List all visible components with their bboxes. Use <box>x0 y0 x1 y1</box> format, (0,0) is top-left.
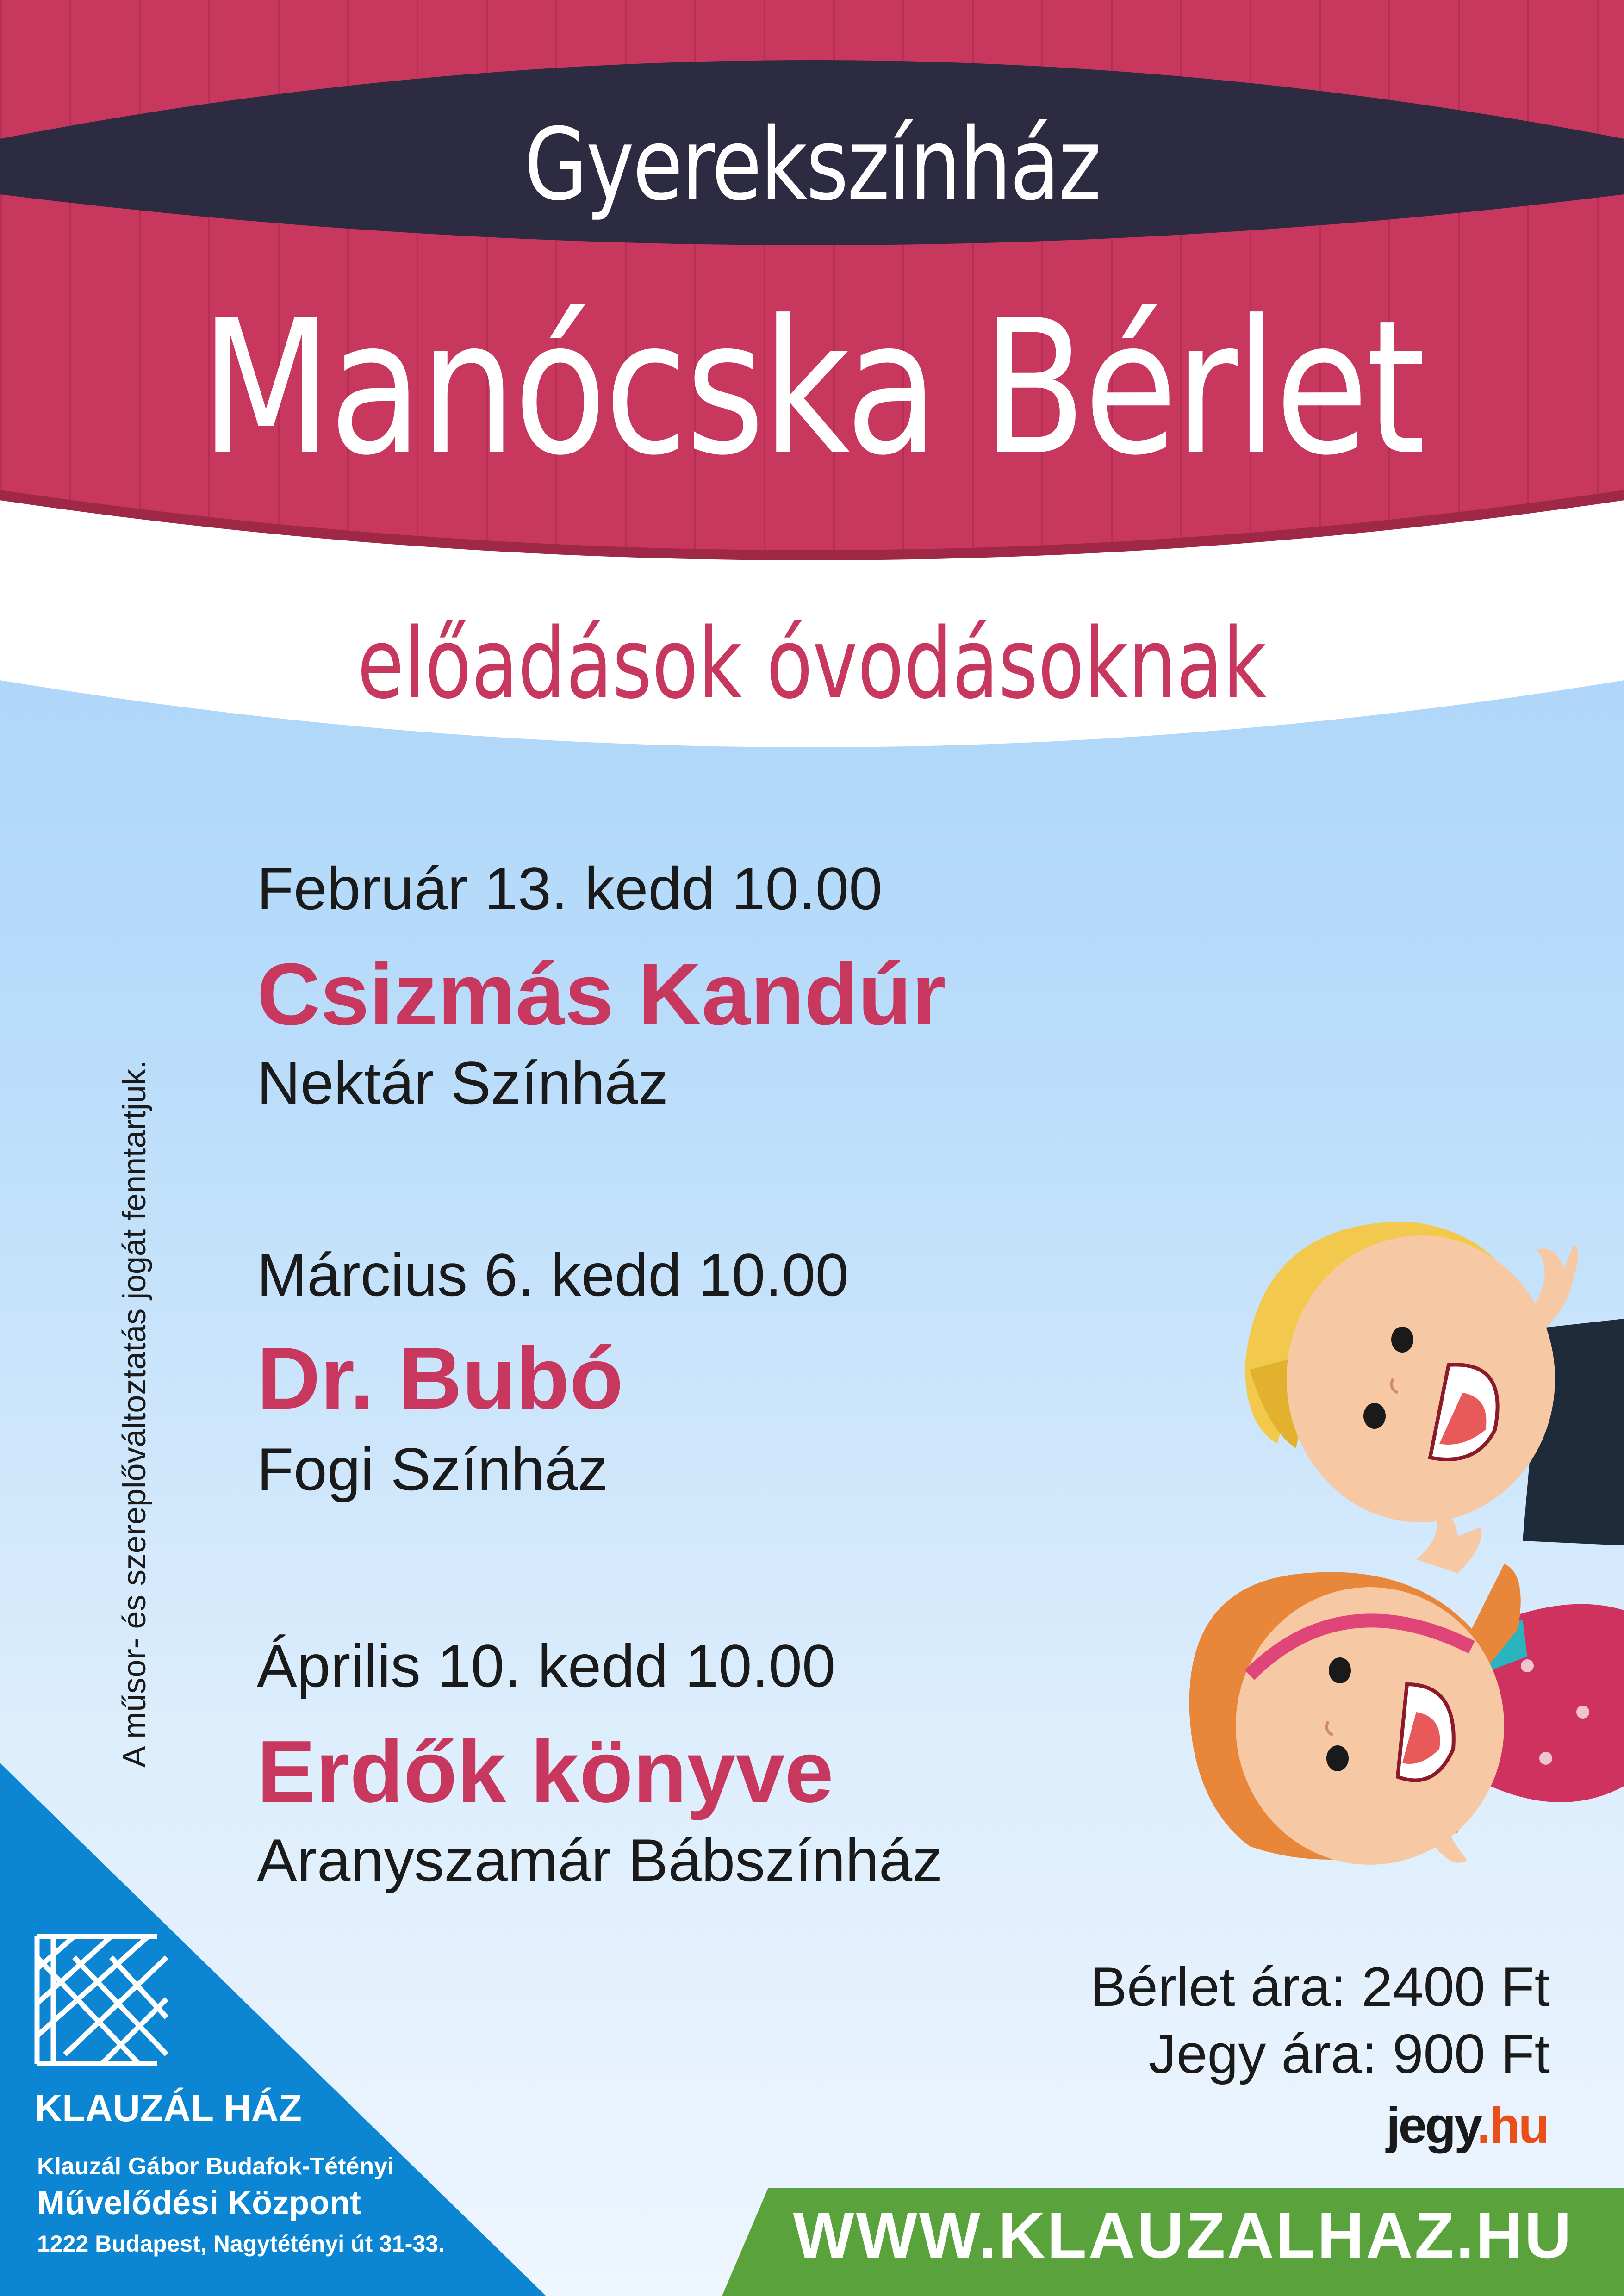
header-supertitle: Gyerekszínház <box>524 106 1100 223</box>
website-link[interactable]: WWW.KLAUZALHAZ.HU <box>793 2199 1573 2271</box>
ticket-price: Jegy ára: 900 Ft <box>1148 2023 1550 2085</box>
vendor-tld: .hu <box>1477 2097 1548 2154</box>
organizer-line2: Művelődési Központ <box>37 2184 361 2222</box>
pass-price: Bérlet ára: 2400 Ft <box>1090 1956 1550 2018</box>
ticket-vendor-logo[interactable] <box>1386 2096 1548 2155</box>
show-date: Február 13. kedd 10.00 <box>257 855 883 922</box>
header-subtitle: előadások óvodásoknak <box>357 607 1267 720</box>
show-venue: Aranyszamár Bábszínház <box>257 1826 943 1894</box>
organizer-name: KLAUZÁL HÁZ <box>35 2087 302 2129</box>
show-title: Dr. Bubó <box>257 1329 623 1427</box>
organizer-line1: Klauzál Gábor Budafok-Tétényi <box>37 2153 394 2180</box>
show-date: Március 6. kedd 10.00 <box>257 1241 849 1309</box>
show-date: Április 10. kedd 10.00 <box>257 1632 836 1700</box>
organizer-address: 1222 Budapest, Nagytétényi út 31-33. <box>37 2231 445 2257</box>
disclaimer: A műsor- és szereplőváltoztatás jogát fenntartjuk. <box>116 1060 152 1768</box>
show-title: Csizmás Kandúr <box>257 945 946 1043</box>
show-venue: Nektár Színház <box>257 1049 668 1117</box>
show-venue: Fogi Színház <box>257 1435 608 1503</box>
show-title: Erdők könyve <box>257 1723 834 1821</box>
vendor-name: jegy <box>1386 2097 1477 2154</box>
cartoon-children-icon <box>1189 1222 1624 1865</box>
header-title: Manócska Bérlet <box>200 281 1424 496</box>
